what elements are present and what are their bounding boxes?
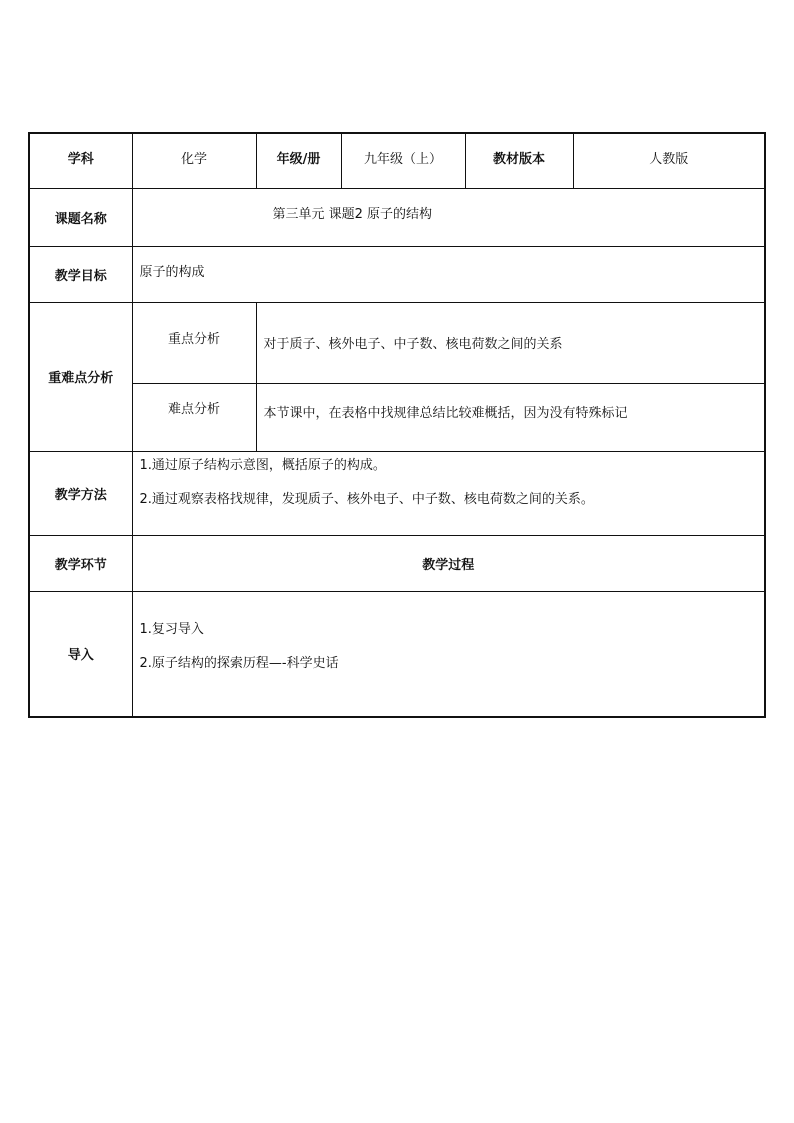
edition-value: 人教版 [573,133,765,188]
grade-value: 九年级（上） [341,133,465,188]
topic-label: 课题名称 [29,188,132,246]
focus-value: 对于质子、核外电子、中子数、核电荷数之间的关系 [256,302,765,383]
process-label: 教学过程 [132,535,765,591]
process-stage-label: 教学环节 [29,535,132,591]
process-header-row [29,535,765,591]
intro-label: 导入 [29,591,132,717]
intro-row [29,591,765,717]
methods-label: 教学方法 [29,451,132,535]
objective-row [29,246,765,302]
intro-content [132,591,765,717]
methods-row [29,451,765,535]
grade-label: 年级/册 [256,133,341,188]
key-points-label: 重难点分析 [29,302,132,451]
edition-label: 教材版本 [465,133,573,188]
methods-item-2: 2.通过观察表格找规律，发现质子、核外电子、中子数、核电荷数之间的关系。 [139,491,594,507]
objective-label: 教学目标 [29,246,132,302]
intro-item-1: 1.复习导入 [139,621,204,637]
focus-label: 重点分析 [132,302,256,383]
topic-value: 第三单元 课题2 原子的结构 [132,188,765,246]
subject-value: 化学 [132,133,256,188]
objective-value: 原子的构成 [132,246,765,302]
topic-row [29,188,765,246]
focus-row [29,302,765,383]
intro-item-2: 2.原子结构的探索历程—-科学史话 [139,655,339,671]
difficulty-value: 本节课中，在表格中找规律总结比较难概括，因为没有特殊标记 [256,383,765,451]
lesson-plan-table [28,132,766,718]
header-row [29,133,765,188]
difficulty-label: 难点分析 [132,383,256,451]
subject-label: 学科 [29,133,132,188]
methods-content [132,451,765,535]
methods-item-1: 1.通过原子结构示意图，概括原子的构成。 [139,457,386,473]
difficulty-row [29,383,765,451]
